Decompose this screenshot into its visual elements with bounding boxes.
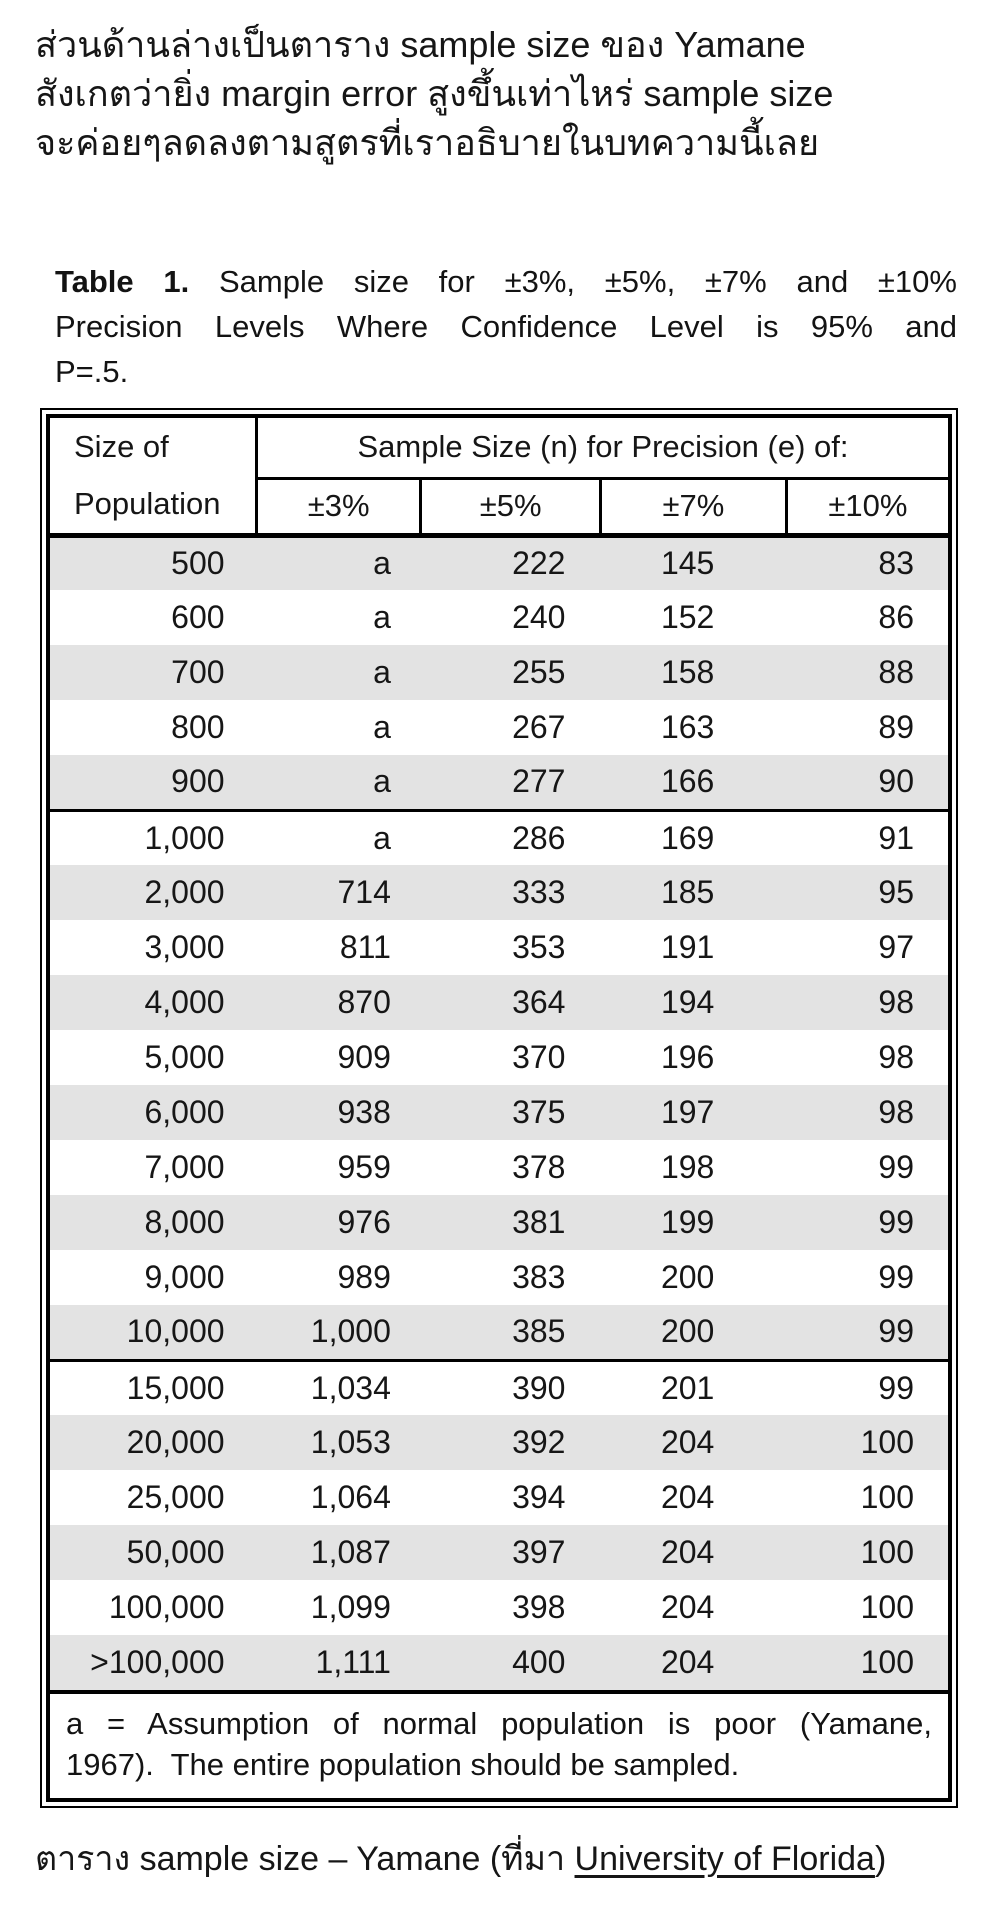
n-5pct-cell: 277 (512, 763, 566, 800)
n-7pct-cell: 169 (600, 810, 786, 865)
n-10pct-cell: 89 (878, 709, 914, 745)
population-cell: 500 (171, 545, 225, 582)
sample-size-table (46, 414, 952, 1802)
n-10pct-cell: 83 (878, 545, 914, 582)
n-3pct-cell: 870 (337, 984, 391, 1020)
n-7pct-cell: 201 (600, 1360, 786, 1415)
n-3pct-cell: 1,087 (310, 1534, 391, 1570)
n-3pct-cell: 1,111 (315, 1644, 391, 1680)
n-5pct-cell: 370 (512, 1039, 566, 1075)
table-row (50, 1250, 948, 1305)
population-column-header (50, 418, 257, 535)
population-cell: 10,000 (126, 1313, 225, 1350)
n-3pct-cell: 1,000 (310, 1313, 391, 1350)
n-7pct-cell: 185 (660, 874, 715, 910)
caption-text: ตาราง sample size – Yamane (ที่มา (35, 1840, 575, 1878)
population-cell: 800 (171, 709, 225, 745)
population-cell: 15,000 (50, 1360, 257, 1415)
population-cell: 6,000 (144, 1094, 225, 1130)
n-3pct-cell: a (257, 810, 421, 865)
n-10pct-cell: 99 (878, 1313, 914, 1350)
intro-line-2: สังเกตว่ายิ่ง margin error สูงขึ้นเท่าไหร่ sample size (35, 73, 834, 114)
n-3pct-cell: a (373, 545, 391, 582)
intro-line-1: ส่วนด้านล่างเป็นตาราง sample size ของ Yamane (35, 24, 806, 65)
table-row (50, 700, 948, 755)
table-row (50, 1195, 948, 1250)
n-3pct-cell: 1,034 (257, 1360, 421, 1415)
table-row (50, 590, 948, 645)
caption-suffix: ) (874, 1840, 887, 1878)
n-7pct-cell: 163 (660, 709, 715, 745)
n-5pct-cell: 255 (512, 654, 566, 690)
table-row (50, 975, 948, 1030)
intro-line-3: จะค่อยๆลดลงตามสูตรที่เราอธิบายในบทความนี้เลย (35, 122, 820, 163)
population-cell: 700 (171, 654, 225, 690)
n-5pct-cell: 390 (421, 1360, 601, 1415)
population-cell: 1,000 (50, 810, 257, 865)
table-row (50, 535, 948, 590)
table-number-label: Table 1. (55, 264, 190, 299)
n-7pct-cell: 191 (660, 929, 715, 965)
n-3pct-cell: 1,064 (310, 1479, 391, 1515)
n-10pct-cell: 100 (860, 1479, 914, 1515)
column-header-7pct: ±7% (600, 478, 786, 535)
population-cell: 3,000 (144, 929, 225, 965)
n-5pct-cell: 381 (512, 1204, 566, 1240)
n-5pct-cell: 398 (512, 1589, 566, 1625)
n-3pct-cell: 959 (337, 1149, 391, 1185)
n-5pct-cell: 333 (512, 874, 566, 910)
table-row (50, 1140, 948, 1195)
population-cell: 8,000 (144, 1204, 225, 1240)
population-cell: 100,000 (108, 1589, 225, 1625)
column-header-10pct: ±10% (786, 478, 948, 535)
n-3pct-cell: 714 (337, 874, 391, 910)
n-3pct-cell: 976 (337, 1204, 391, 1240)
table-row (50, 1580, 948, 1635)
n-10pct-cell: 100 (860, 1644, 914, 1680)
n-7pct-cell: 166 (660, 763, 715, 800)
table-row (50, 1360, 948, 1415)
sample-size-table-frame (40, 408, 958, 1808)
n-7pct-cell: 197 (660, 1094, 715, 1130)
n-10pct-cell: 98 (878, 1039, 914, 1075)
footnote-line-1: a = Assumption of normal population is poor (Yamane, (66, 1706, 932, 1741)
n-5pct-cell: 397 (512, 1534, 566, 1570)
n-7pct-cell: 198 (660, 1149, 715, 1185)
column-header-3pct: ±3% (257, 478, 421, 535)
data-table (50, 418, 948, 1690)
n-10pct-cell: 100 (860, 1534, 914, 1570)
n-10pct-cell: 98 (878, 984, 914, 1020)
table-footnote (50, 1690, 948, 1798)
n-5pct-cell: 353 (512, 929, 566, 965)
table-row (50, 810, 948, 865)
table-body (50, 535, 948, 1690)
n-5pct-cell: 240 (512, 599, 566, 635)
n-10pct-cell: 99 (878, 1149, 914, 1185)
table-title-line-1 (55, 259, 957, 304)
population-cell: >100,000 (90, 1644, 225, 1680)
n-10pct-cell: 98 (878, 1094, 914, 1130)
table-row (50, 1030, 948, 1085)
population-cell: 2,000 (144, 874, 225, 910)
table-row (50, 755, 948, 810)
table-title-line-3: P=.5. (55, 354, 129, 389)
table-row (50, 920, 948, 975)
n-3pct-cell: a (373, 654, 391, 690)
table-row (50, 645, 948, 700)
table-row (50, 1085, 948, 1140)
table-row (50, 1305, 948, 1360)
n-3pct-cell: 1,099 (310, 1589, 391, 1625)
population-cell: 900 (171, 763, 225, 800)
intro-paragraph (0, 0, 999, 167)
n-5pct-cell: 392 (512, 1424, 566, 1460)
caption (35, 1834, 979, 1884)
n-7pct-cell: 145 (660, 545, 715, 582)
table-row (50, 1470, 948, 1525)
n-5pct-cell: 222 (512, 545, 566, 582)
n-5pct-cell: 378 (512, 1149, 566, 1185)
n-5pct-cell: 267 (512, 709, 566, 745)
population-header-line-1: Size of (74, 429, 169, 465)
n-5pct-cell: 394 (512, 1479, 566, 1515)
population-cell: 7,000 (144, 1149, 225, 1185)
n-5pct-cell: 385 (512, 1313, 566, 1350)
table-header (50, 418, 948, 535)
table-row (50, 1635, 948, 1690)
n-7pct-cell: 199 (660, 1204, 715, 1240)
n-7pct-cell: 204 (660, 1479, 715, 1515)
source-link[interactable]: University of Florida (574, 1840, 875, 1878)
n-10pct-cell: 100 (860, 1424, 914, 1460)
n-10pct-cell: 86 (878, 599, 914, 635)
table-title-line-2: Precision Levels Where Confidence Level is 95% and (55, 309, 957, 344)
n-3pct-cell: 1,053 (310, 1424, 391, 1460)
n-7pct-cell: 200 (660, 1259, 715, 1295)
n-5pct-cell: 375 (512, 1094, 566, 1130)
table-row (50, 1415, 948, 1470)
population-cell: 20,000 (126, 1424, 225, 1460)
n-7pct-cell: 200 (660, 1313, 715, 1350)
table-title-text: Sample size for ±3%, ±5%, ±7% and ±10% (218, 264, 957, 299)
population-cell: 5,000 (144, 1039, 225, 1075)
n-3pct-cell: 811 (339, 929, 391, 965)
precision-group-header: Sample Size (n) for Precision (e) of: (257, 418, 948, 478)
population-cell: 50,000 (126, 1534, 225, 1570)
n-3pct-cell: a (373, 599, 391, 635)
n-5pct-cell: 286 (421, 810, 601, 865)
n-7pct-cell: 194 (660, 984, 715, 1020)
n-3pct-cell: 989 (337, 1259, 391, 1295)
population-cell: 9,000 (144, 1259, 225, 1295)
population-header-line-2: Population (74, 486, 221, 522)
n-10pct-cell: 99 (878, 1204, 914, 1240)
n-10pct-cell: 100 (860, 1589, 914, 1625)
n-10pct-cell: 88 (878, 654, 914, 690)
population-cell: 25,000 (126, 1479, 225, 1515)
n-10pct-cell: 99 (878, 1259, 914, 1295)
n-10pct-cell: 90 (878, 763, 914, 800)
n-10pct-cell: 99 (786, 1360, 948, 1415)
population-cell: 4,000 (144, 984, 225, 1020)
n-7pct-cell: 204 (660, 1424, 715, 1460)
n-10pct-cell: 95 (878, 874, 914, 910)
n-5pct-cell: 383 (512, 1259, 566, 1295)
table-row (50, 865, 948, 920)
table-row (50, 1525, 948, 1580)
n-7pct-cell: 196 (660, 1039, 715, 1075)
n-7pct-cell: 204 (660, 1589, 715, 1625)
footnote-line-2: 1967). The entire population should be sampled. (66, 1747, 740, 1782)
n-3pct-cell: 909 (337, 1039, 391, 1075)
n-5pct-cell: 364 (512, 984, 566, 1020)
n-5pct-cell: 400 (512, 1644, 566, 1680)
n-3pct-cell: a (373, 763, 391, 800)
population-cell: 600 (171, 599, 225, 635)
column-header-5pct: ±5% (421, 478, 601, 535)
n-3pct-cell: a (373, 709, 391, 745)
n-7pct-cell: 204 (660, 1534, 715, 1570)
n-7pct-cell: 204 (660, 1644, 715, 1680)
table-title (55, 259, 957, 394)
n-3pct-cell: 938 (337, 1094, 391, 1130)
n-10pct-cell: 97 (878, 929, 914, 965)
n-10pct-cell: 91 (786, 810, 948, 865)
n-7pct-cell: 152 (660, 599, 715, 635)
n-7pct-cell: 158 (660, 654, 715, 690)
